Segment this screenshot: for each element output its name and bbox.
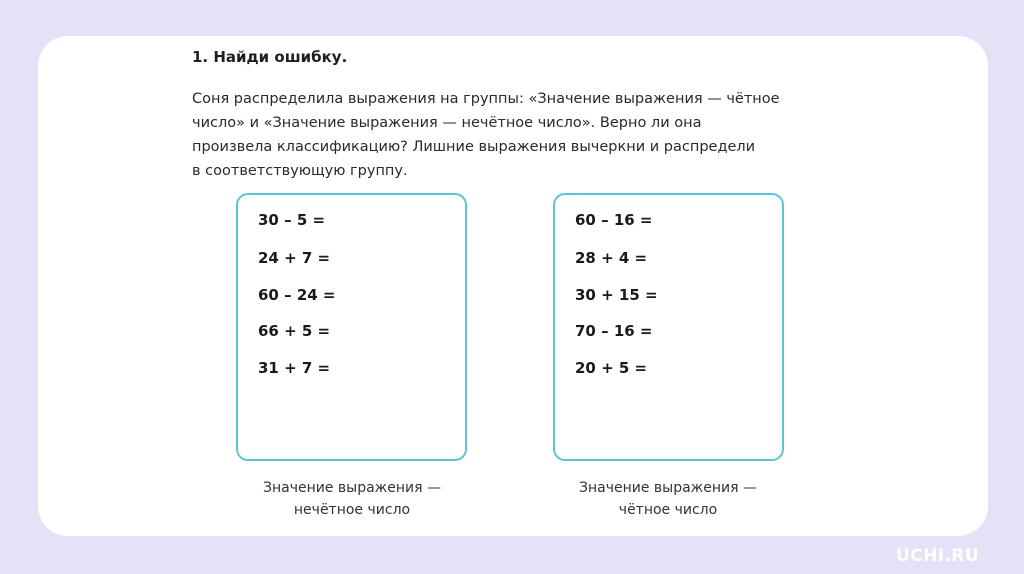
even-group-caption: [538, 477, 798, 521]
odd-group-caption: [222, 477, 482, 521]
expression[interactable]: 30 – 5 =: [258, 211, 326, 229]
expression[interactable]: 66 + 5 =: [258, 322, 331, 340]
task-line: число» и «Значение выражения — нечётное число». Верно ли она: [192, 115, 702, 131]
caption-line: Значение выражения —: [578, 480, 758, 496]
odd-group-box: [236, 193, 467, 461]
task-title: 1. Найди ошибку.: [192, 48, 348, 66]
task-line: произвела классификацию? Лишние выражения вычеркни и распредели: [192, 139, 756, 155]
expression[interactable]: 20 + 5 =: [575, 359, 648, 377]
even-group-box: [553, 193, 784, 461]
task-text: [192, 87, 832, 183]
expression[interactable]: 30 + 15 =: [575, 286, 658, 304]
caption-line: Значение выражения —: [262, 480, 442, 496]
expression[interactable]: 60 – 24 =: [258, 286, 336, 304]
caption-line: нечётное число: [293, 502, 411, 518]
expression[interactable]: 24 + 7 =: [258, 249, 331, 267]
expression[interactable]: 60 – 16 =: [575, 211, 653, 229]
uchi-logo: UCHi.RU: [896, 546, 980, 566]
task-line: в соответствующую группу.: [192, 163, 408, 179]
expression[interactable]: 28 + 4 =: [575, 249, 648, 267]
expression[interactable]: 31 + 7 =: [258, 359, 331, 377]
caption-line: чётное число: [618, 502, 718, 518]
task-line: Соня распределила выражения на группы: «Значение выражения — чётное: [192, 91, 780, 107]
expression[interactable]: 70 – 16 =: [575, 322, 653, 340]
